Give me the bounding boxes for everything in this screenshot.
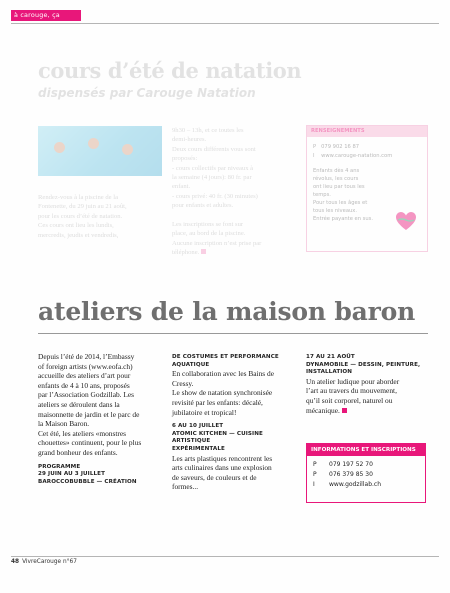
subheading: INSTALLATION [306,369,353,376]
swimming-kids-photo [38,126,162,176]
text-line: mercredis, jeudis et vendredis, [38,231,119,239]
text-line: Depuis l’été de 2014, l’Embassy [38,352,135,361]
publication-name: VivreCarouge n°67 [22,559,77,565]
text-line: l’art au travers du mouvement, [306,386,397,396]
contact-line [307,460,425,470]
carouge-natation-logo [395,210,417,232]
contact-label: I [313,153,315,159]
contact-line [307,480,425,490]
text-line: de saveurs, de couleurs et de [172,472,257,482]
text-line: maisonnette de jardin et le parc de [38,409,140,419]
text-line: of foreign artists (www.eofa.ch) [38,361,133,371]
text-line: tous les niveaux. [313,208,358,214]
subheading: AQUATIQUE [172,361,210,368]
subheading: DE COSTUMES ET PERFORMANCE [172,354,279,360]
subheading: 6 AU 10 JUILLET [172,423,224,430]
text-line: demi-heures. [172,136,207,144]
article-title-natation: cours d’été de natation [38,58,302,83]
swimmer-head [54,142,65,153]
text-line: enfants de 4 à 10 ans, proposés [38,380,130,390]
contact-value: 079 902 16 87 [321,144,360,150]
page-number: 48 [11,559,20,565]
informations-box [306,443,426,503]
contact-label: I [313,481,315,488]
renseignements-note [307,167,387,223]
text-line: proposés: [172,155,198,163]
article-title-ateliers: ateliers de la maison baron [38,297,416,326]
text-line: Entrée payante en sus. [313,216,374,222]
text-line: Aucune inscription n’est prise par [172,239,262,247]
swimmer-head [88,138,99,149]
subheading: DYNAMOBILE — DESSIN, PEINTURE, [306,361,421,368]
subheading: EXPÉRIMENTALE [172,445,225,452]
text-line: la semaine (4 jours): 80 fr. par [172,174,252,182]
text-line: formes... [172,482,199,492]
text-line: Enfants dès 4 ans révolus, les cours [313,168,360,182]
text-line: - cours privé: 40 fr. (30 minutes) [172,192,258,200]
contact-label: P [313,461,317,468]
text-line: 9h30 – 13h, et ce toutes les [172,127,244,134]
swimmer-head [122,144,133,155]
phone-number: 076 379 85 30 [329,471,373,478]
article-subtitle-natation: dispensés par Carouge Natation [38,86,256,100]
text-line: Pour tous les âges et [313,200,368,206]
text-line: place, au bord de la piscine. [172,230,246,238]
natation-intro-text [38,193,163,240]
subheading: ATOMIC KITCHEN — CUISINE ARTISTIQUE [172,430,263,445]
text-line: Le show de natation synchronisée [172,388,273,398]
subheading: BAROCCOBUBBLE — CRÉATION [38,478,137,485]
text-line: ont lieu par tous les temps. [313,184,365,198]
text-line: par l’Association Godzillab. Les [38,390,135,400]
renseignements-box [306,125,428,252]
text-line: ateliers se déroulent dans la [38,399,120,409]
text-line: enfant. [172,183,191,191]
bottom-divider [11,556,439,557]
end-square-icon [342,408,347,413]
text-line [172,248,300,257]
contact-label: P [313,471,317,478]
text-line: Les arts plastiques rencontrent les [172,453,273,463]
website-link: www.godzillab.ch [329,481,382,488]
natation-details-text [172,126,300,258]
end-square-icon [201,249,206,254]
text-line: téléphone. [172,249,200,257]
text-line: - cours collectifs par niveaux à [172,164,254,172]
text-line: grand bonheur des enfants. [38,447,118,457]
text-line: chouettes» continuent, pour le plus [38,438,142,448]
text-line: accueille des ateliers d’art pour [38,371,131,381]
column-1 [38,352,164,486]
title-underline [38,333,428,334]
text-line: pour enfants et adultes. [172,202,234,210]
text-line [172,211,300,220]
phone-number: 079 197 52 70 [329,461,373,468]
column-2 [172,354,300,492]
text-line: revisité par les enfants: décalé, [172,397,263,407]
contact-line [307,152,427,161]
subheading: PROGRAMME [38,463,81,470]
text-line: Cet été, les ateliers «monstres [38,428,127,438]
contact-line [307,470,425,480]
text-line: la Maison Baron. [38,419,90,429]
contact-value: www.carouge-natation.com [321,153,393,159]
text-line: jubilatoire et tropical! [172,407,237,417]
subheading: 29 JUIN AU 3 JUILLET [38,471,106,478]
text-line: pour les cours d’été de natation. [38,212,123,220]
text-line: En collaboration avec les Bains de [172,369,274,379]
column-3 [306,354,428,415]
text-line: Deux cours différents vous sont [172,145,256,153]
text-line: arts culinaires dans une explosion [172,463,272,473]
contact-line [307,143,427,152]
text-line: Rendez-vous à la piscine de la [38,194,119,201]
text-line: Cressy. [172,378,194,388]
text-line: Les inscriptions se font sur [172,221,244,229]
text-line [306,406,428,416]
renseignements-heading: RENSEIGNEMENTS [307,126,427,137]
contact-label: P [313,144,317,150]
text-line: mécanique. [306,405,340,415]
text-line: Un atelier ludique pour aborder [306,376,400,386]
top-divider [11,23,439,24]
subheading: 17 AU 21 AOÛT [306,354,355,360]
text-line: Fontenette, du 29 juin au 21 août, [38,203,127,211]
page-footer [11,559,77,565]
text-line: qu’il soit corporel, naturel ou [306,395,393,405]
section-kicker: à carouge, ça bouge [11,10,81,21]
text-line: Ces cours ont lieu les lundis, [38,222,114,230]
informations-heading: INFORMATIONS ET INSCRIPTIONS [307,444,425,456]
